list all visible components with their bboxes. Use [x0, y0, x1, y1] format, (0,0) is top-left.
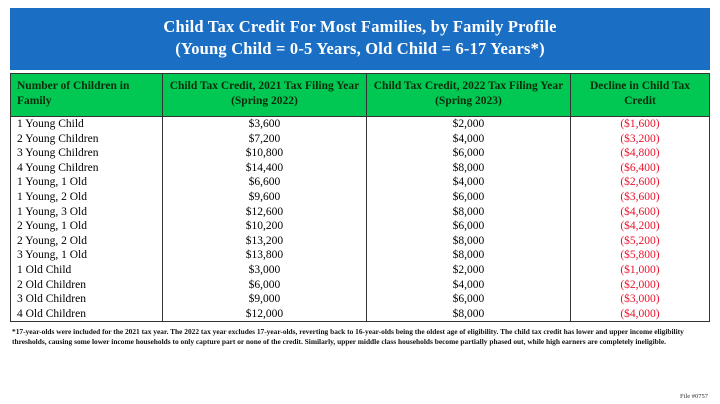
cell-profile: 1 Young, 1 Old — [11, 175, 163, 190]
cell-credit-2022: $4,000 — [366, 278, 570, 293]
table-row — [11, 161, 710, 176]
table-row — [11, 248, 710, 263]
cell-profile: 3 Young Children — [11, 146, 163, 161]
table-row — [11, 307, 710, 322]
footnote-text: *17-year-olds were included for the 2021 tax year. The 2022 tax year excludes 17-year-olds, reverting back to 16-year-olds being the oldest age of eligibility. The child tax credit has lower and upper income eligibility thresholds, causing some lower income households to only capture part or none of the credit. Similarly, upper middle class households become partially phased out, while high earners are completely ineligible. — [12, 327, 684, 346]
cell-profile: 3 Old Children — [11, 292, 163, 307]
cell-profile: 1 Young, 3 Old — [11, 205, 163, 220]
cell-credit-2022: $6,000 — [366, 292, 570, 307]
table-row — [11, 205, 710, 220]
cell-credit-2021: $12,000 — [162, 307, 366, 322]
table-row — [11, 292, 710, 307]
cell-credit-2022: $6,000 — [366, 219, 570, 234]
cell-credit-2022: $6,000 — [366, 146, 570, 161]
cell-credit-2021: $6,000 — [162, 278, 366, 293]
table-row — [11, 175, 710, 190]
cell-credit-2021: $13,200 — [162, 234, 366, 249]
cell-credit-2022: $8,000 — [366, 307, 570, 322]
cell-credit-2022: $2,000 — [366, 117, 570, 132]
table-header-row — [11, 74, 710, 117]
cell-credit-2022: $8,000 — [366, 248, 570, 263]
cell-credit-2021: $10,200 — [162, 219, 366, 234]
table-row — [11, 190, 710, 205]
table-row — [11, 278, 710, 293]
cell-profile: 2 Young, 2 Old — [11, 234, 163, 249]
cell-decline: ($4,200) — [571, 219, 710, 234]
column-header-decline: Decline in Child Tax Credit — [571, 74, 710, 117]
cell-decline: ($3,200) — [571, 132, 710, 147]
cell-credit-2021: $3,600 — [162, 117, 366, 132]
cell-credit-2021: $13,800 — [162, 248, 366, 263]
table-row — [11, 234, 710, 249]
table-header — [11, 74, 710, 117]
cell-credit-2021: $7,200 — [162, 132, 366, 147]
cell-credit-2022: $8,000 — [366, 161, 570, 176]
cell-decline: ($3,000) — [571, 292, 710, 307]
page-title-line-2: (Young Child = 0-5 Years, Old Child = 6-17 Years*) — [175, 39, 545, 58]
cell-credit-2021: $12,600 — [162, 205, 366, 220]
table-row — [11, 219, 710, 234]
cell-credit-2022: $4,000 — [366, 175, 570, 190]
cell-credit-2021: $10,800 — [162, 146, 366, 161]
cell-decline: ($2,000) — [571, 278, 710, 293]
cell-decline: ($1,600) — [571, 117, 710, 132]
cell-decline: ($2,600) — [571, 175, 710, 190]
cell-credit-2021: $9,000 — [162, 292, 366, 307]
cell-profile: 3 Young, 1 Old — [11, 248, 163, 263]
file-number-label: File #0757 — [680, 393, 708, 400]
table-row — [11, 263, 710, 278]
cell-profile: 2 Young, 1 Old — [11, 219, 163, 234]
cell-credit-2022: $8,000 — [366, 234, 570, 249]
cell-credit-2022: $4,000 — [366, 132, 570, 147]
cell-credit-2021: $6,600 — [162, 175, 366, 190]
cell-decline: ($4,800) — [571, 146, 710, 161]
table-row — [11, 132, 710, 147]
cell-decline: ($6,400) — [571, 161, 710, 176]
cell-decline: ($5,200) — [571, 234, 710, 249]
cell-credit-2022: $8,000 — [366, 205, 570, 220]
cell-decline: ($1,000) — [571, 263, 710, 278]
cell-decline: ($3,600) — [571, 190, 710, 205]
table-row — [11, 117, 710, 132]
cell-decline: ($4,000) — [571, 307, 710, 322]
cell-profile: 1 Young, 2 Old — [11, 190, 163, 205]
cell-profile: 2 Young Children — [11, 132, 163, 147]
cell-credit-2021: $14,400 — [162, 161, 366, 176]
cell-credit-2021: $9,600 — [162, 190, 366, 205]
cell-decline: ($4,600) — [571, 205, 710, 220]
cell-credit-2022: $6,000 — [366, 190, 570, 205]
child-tax-credit-table — [10, 73, 710, 322]
cell-profile: 1 Young Child — [11, 117, 163, 132]
column-header-children-in-family: Number of Children in Family — [11, 74, 163, 117]
cell-credit-2022: $2,000 — [366, 263, 570, 278]
column-header-credit-2021: Child Tax Credit, 2021 Tax Filing Year (Spring 2022) — [162, 74, 366, 117]
table-row — [11, 146, 710, 161]
cell-profile: 4 Old Children — [11, 307, 163, 322]
page-title-line-1: Child Tax Credit For Most Families, by Family Profile — [163, 17, 557, 36]
column-header-credit-2022: Child Tax Credit, 2022 Tax Filing Year (Spring 2023) — [366, 74, 570, 117]
cell-decline: ($5,800) — [571, 248, 710, 263]
cell-credit-2021: $3,000 — [162, 263, 366, 278]
cell-profile: 1 Old Child — [11, 263, 163, 278]
cell-profile: 4 Young Children — [11, 161, 163, 176]
title-banner — [10, 8, 710, 70]
table-body — [11, 117, 710, 322]
cell-profile: 2 Old Children — [11, 278, 163, 293]
